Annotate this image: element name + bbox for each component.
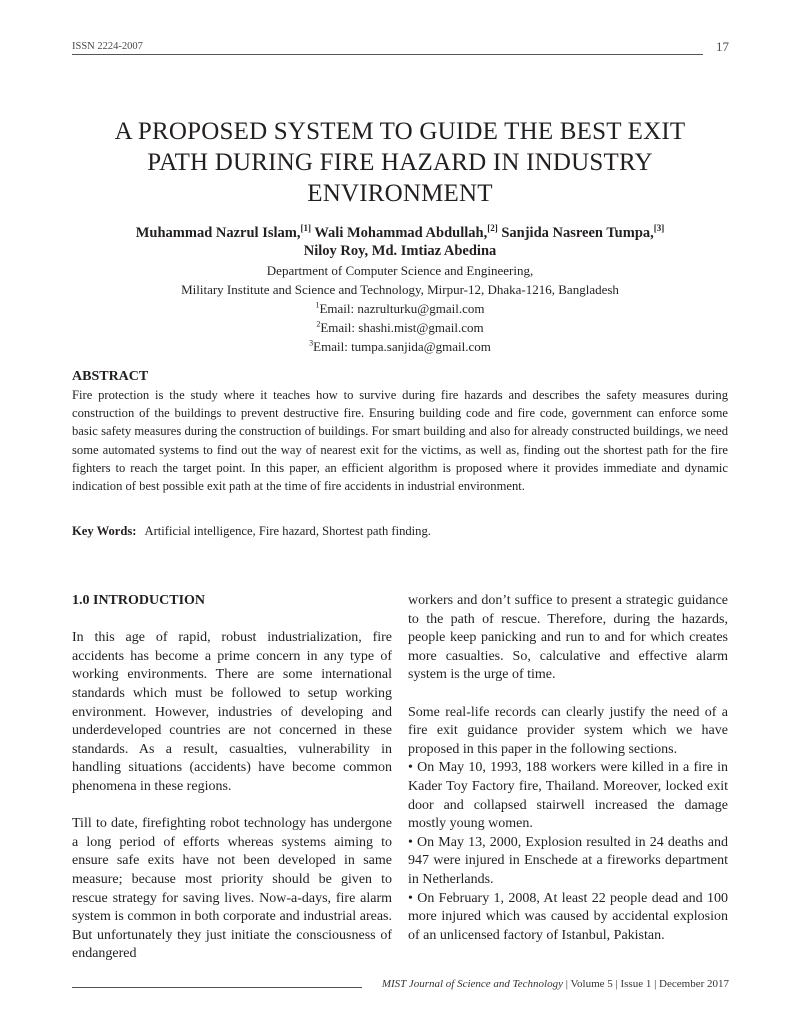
- author-line-2: Niloy Roy, Md. Imtiaz Abedina: [303, 243, 497, 259]
- author-1: Muhammad Nazrul Islam,: [135, 225, 301, 241]
- bullet-item: • On May 13, 2000, Explosion resulted in 24 deaths and 947 were injured in Enschede at a fireworks department in Netherlands.: [408, 834, 728, 887]
- email-2-text: Email: shashi.mist@gmail.com: [320, 320, 484, 335]
- title-line-1: A PROPOSED SYSTEM TO GUIDE THE BEST EXIT: [114, 118, 686, 145]
- affiliation-block: [72, 261, 728, 356]
- journal-name: MIST Journal of Science and Technology: [381, 978, 563, 990]
- header-rule: [72, 54, 703, 55]
- running-footer: [72, 978, 729, 998]
- keywords-label: Key Words:: [72, 524, 137, 538]
- keywords: [72, 524, 728, 539]
- email-2: [72, 318, 728, 337]
- abstract-heading: ABSTRACT: [72, 369, 149, 384]
- email-3-text: Email: tumpa.sanjida@gmail.com: [313, 339, 491, 354]
- keywords-text: Artificial intelligence, Fire hazard, Shortest path finding.: [144, 524, 431, 538]
- institute: Military Institute and Science and Technology, Mirpur-12, Dhaka-1216, Bangladesh: [181, 282, 619, 297]
- journal-issue: Issue 1: [620, 978, 652, 990]
- department: Department of Computer Science and Engineering,: [266, 263, 534, 278]
- author-3: Sanjida Nasreen Tumpa,: [501, 225, 654, 241]
- title-line-2: PATH DURING FIRE HAZARD IN INDUSTRY: [147, 149, 653, 176]
- author-2: Wali Mohammad Abdullah,: [314, 225, 488, 241]
- email-3-ref: 3: [309, 338, 314, 348]
- email-3: [72, 337, 728, 356]
- right-column: [408, 592, 728, 945]
- bullet-item: • On February 1, 2008, At least 22 people dead and 100 more injured which was caused by accidental explosion of an unlicensed factory of Istanbul, Pakistan.: [408, 890, 728, 943]
- journal-volume: Volume 5: [570, 978, 613, 990]
- journal-info: MIST Journal of Science and Technology | Volume 5 | Issue 1 | December 2017: [381, 978, 729, 990]
- abstract-text: Fire protection is the study where it teaches how to survive during fire hazards and describes the safety measures during construction of the buildings to prevent destructive fire. Ensuring building code and fire code, government can enforce some basic safety measures during the construction of buildings. For smart building and also for already constructed buildings, we need some automated systems to find out the way of nearest exit for the victims, as well as, finding out the shortest path for the fire fighters to reach the target point. In this paper, an efficient algorithm is proposed where it provides immediate and dynamic indication of best possible exit path at the time of fire accidents in industrial environment.: [72, 388, 728, 494]
- email-2-ref: 2: [316, 319, 321, 329]
- footer-rule: [72, 987, 362, 988]
- email-1-ref: 1: [315, 300, 320, 310]
- author-3-ref: [3]: [653, 223, 665, 234]
- intro-paragraph-4: Some real-life records can clearly justify the need of a fire exit guidance provider system which we have proposed in this paper in the following sections.: [408, 704, 728, 757]
- author-list: [72, 224, 728, 260]
- journal-date: December 2017: [659, 978, 729, 990]
- intro-paragraph-2: Till to date, firefighting robot technology has undergone a long period of efforts whereas systems aiming to ensure safe exits have not been developed in same measure; because most priority should be given to rescue strategy for saving lives. Now-a-days, fire alarm system is common in both corporate and industrial areas. But unfortunately they just initiate the consciousness of endangered: [72, 816, 392, 962]
- title-line-3: ENVIRONMENT: [307, 180, 493, 207]
- intro-paragraph-3: workers and don’t suffice to present a strategic guidance to the path of rescue. Therefore, during the hazards, people keep panicking and run to and for which creates more casualties. So, calculative and effective alarm system is the urge of time.: [408, 593, 728, 683]
- email-1: [72, 299, 728, 318]
- paper-title: [72, 116, 728, 209]
- email-1-text: Email: nazrulturku@gmail.com: [319, 301, 485, 316]
- bullet-item: • On May 10, 1993, 188 workers were killed in a fire in Kader Toy Factory fire, Thailand. Moreover, locked exit door and collapsed stairwell increased the damage mostly young women.: [408, 760, 728, 832]
- author-2-ref: [2]: [487, 223, 498, 234]
- author-1-ref: [1]: [300, 223, 311, 234]
- page-number: 17: [716, 39, 729, 54]
- section-heading: 1.0 INTRODUCTION: [72, 593, 206, 608]
- running-header: [72, 39, 729, 57]
- left-column: [72, 592, 392, 964]
- intro-paragraph-1: In this age of rapid, robust industrialization, fire accidents has become a prime concern in any type of working environments. There are some international standards which must be followed to setup working environment. However, industries of developing and underdeveloped countries are not concerned in these standards. As a result, casualties, vulnerability in handling situations (accidents) have become common phenomena in these regions.: [72, 630, 392, 794]
- issn-label: ISSN 2224-2007: [72, 41, 143, 52]
